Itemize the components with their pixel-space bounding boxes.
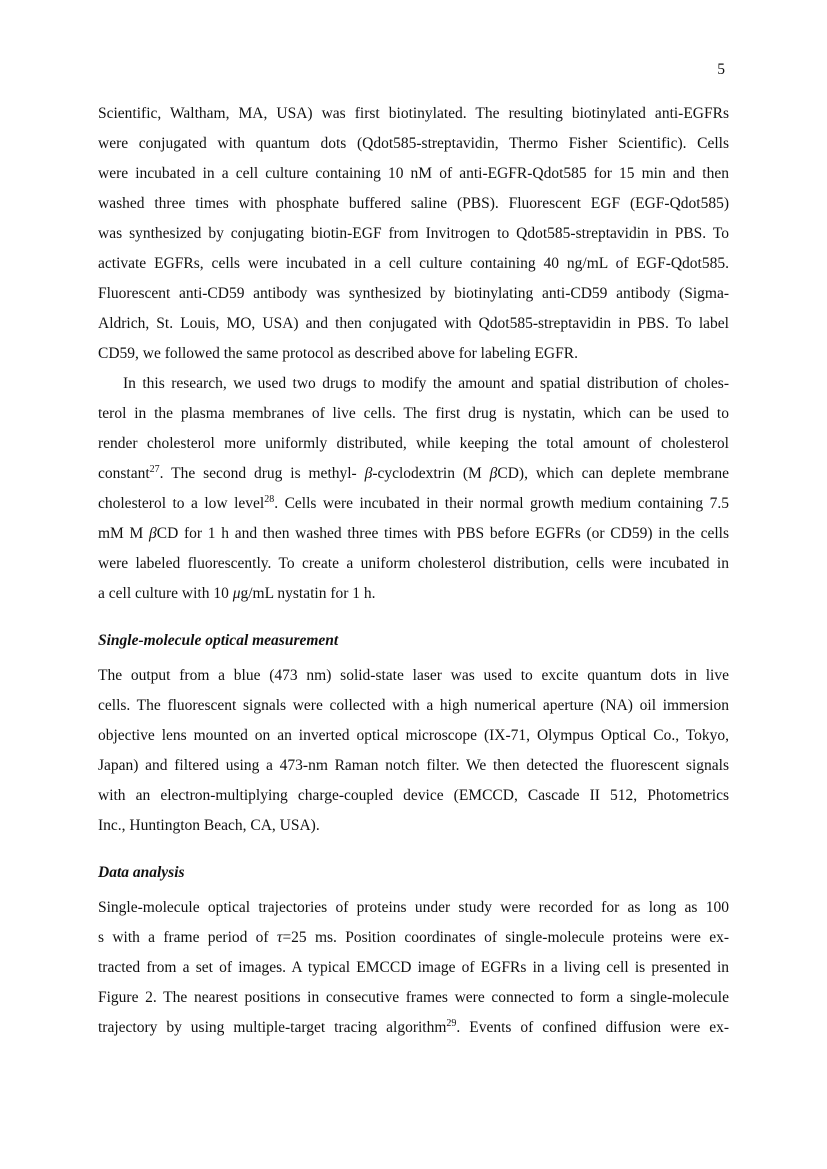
beta-symbol: β [489, 465, 498, 482]
text-line: cells. The fluorescent signals were collected with a high numerical aperture (NA) oil immersion [98, 697, 729, 714]
mu-symbol: μ [232, 585, 241, 602]
text-fragment: mM M [98, 525, 150, 542]
text-fragment: . Events of confined diffusion were ex- [456, 1019, 729, 1036]
text-line: Scientific, Waltham, MA, USA) was first biotinylated. The resulting biotinylated anti-EGFRs [98, 105, 729, 122]
text-line: In this research, we used two drugs to modify the amount and spatial distribution of choles- [123, 375, 729, 392]
text-fragment: CD), which can deplete membrane [497, 465, 730, 482]
text-fragment: -cyclodextrin (M [372, 465, 490, 482]
text-line: render cholesterol more uniformly distributed, while keeping the total amount of cholesterol [98, 435, 729, 452]
text-line: activate EGFRs, cells were incubated in a cell culture containing 40 ng/mL of EGF-Qdot585. [98, 255, 729, 272]
citation-superscript: 28 [264, 494, 275, 505]
text-fragment: s with a frame period of [98, 929, 277, 946]
text-line: washed three times with phosphate buffered saline (PBS). Fluorescent EGF (EGF-Qdot585) [98, 195, 729, 212]
page-number: 5 [717, 61, 725, 78]
text-line [98, 459, 729, 489]
section-heading-data-analysis: Data analysis [98, 864, 185, 881]
text-line: objective lens mounted on an inverted optical microscope (IX-71, Olympus Optical Co., Tokyo, [98, 727, 729, 744]
text-line: Inc., Huntington Beach, CA, USA). [98, 817, 320, 834]
text-line [98, 489, 729, 519]
text-line [98, 1013, 729, 1043]
paragraph-data-analysis [98, 893, 729, 1043]
text-fragment: trajectory by using multiple-target tracing algorithm [98, 1019, 447, 1036]
text-line: were incubated in a cell culture containing 10 nM of anti-EGFR-Qdot585 for 15 min and then [98, 165, 729, 182]
text-line: Single-molecule optical trajectories of proteins under study were recorded for as long as 100 [98, 899, 729, 916]
page-body [98, 99, 729, 1043]
text-line: Fluorescent anti-CD59 antibody was synthesized by biotinylating anti-CD59 antibody (Sigma- [98, 285, 729, 302]
citation-superscript: 29 [446, 1018, 457, 1029]
text-line: Aldrich, St. Louis, MO, USA) and then conjugated with Qdot585-streptavidin in PBS. To label [98, 315, 729, 332]
text-line: with an electron-multiplying charge-coupled device (EMCCD, Cascade II 512, Photometrics [98, 787, 729, 804]
text-line: Figure 2. The nearest positions in consecutive frames were connected to form a single-molecule [98, 989, 729, 1006]
tau-symbol: τ [276, 929, 283, 946]
paragraph-optical-measurement [98, 661, 729, 841]
paragraph-drug-treatment [98, 369, 729, 609]
text-line [98, 923, 729, 953]
text-fragment: cholesterol to a low level [98, 495, 265, 512]
text-line: tracted from a set of images. A typical EMCCD image of EGFRs in a living cell is presented in [98, 959, 729, 976]
text-fragment: g/mL nystatin for 1 h. [240, 585, 376, 602]
text-line: Japan) and filtered using a 473-nm Raman notch filter. We then detected the fluorescent signals [98, 757, 729, 774]
text-fragment: =25 ms. Position coordinates of single-molecule proteins were ex- [282, 929, 729, 946]
text-line [98, 519, 729, 549]
text-line: were conjugated with quantum dots (Qdot585-streptavidin, Thermo Fisher Scientific). Cells [98, 135, 729, 152]
text-fragment: . Cells were incubated in their normal growth medium containing 7.5 [274, 495, 730, 512]
citation-superscript: 27 [149, 464, 160, 475]
text-line: terol in the plasma membranes of live cells. The first drug is nystatin, which can be used to [98, 405, 729, 422]
text-line: were labeled fluorescently. To create a uniform cholesterol distribution, cells were incubated in [98, 555, 729, 572]
text-fragment: constant [98, 465, 150, 482]
beta-symbol: β [149, 525, 157, 542]
paragraph-labeling-protocol [98, 99, 729, 369]
text-fragment: CD for 1 h and then washed three times with PBS before EGFRs (or CD59) in the cells [156, 525, 729, 542]
section-heading-optical-measurement: Single-molecule optical measurement [98, 632, 339, 649]
text-line [98, 579, 729, 609]
text-line: The output from a blue (473 nm) solid-state laser was used to excite quantum dots in live [98, 667, 729, 684]
beta-symbol: β [364, 465, 373, 482]
text-fragment: a cell culture with 10 [98, 585, 233, 602]
text-fragment: . The second drug is methyl- [159, 465, 365, 482]
text-line: was synthesized by conjugating biotin-EGF from Invitrogen to Qdot585-streptavidin in PBS. To [98, 225, 729, 242]
text-line: CD59, we followed the same protocol as described above for labeling EGFR. [98, 345, 578, 362]
